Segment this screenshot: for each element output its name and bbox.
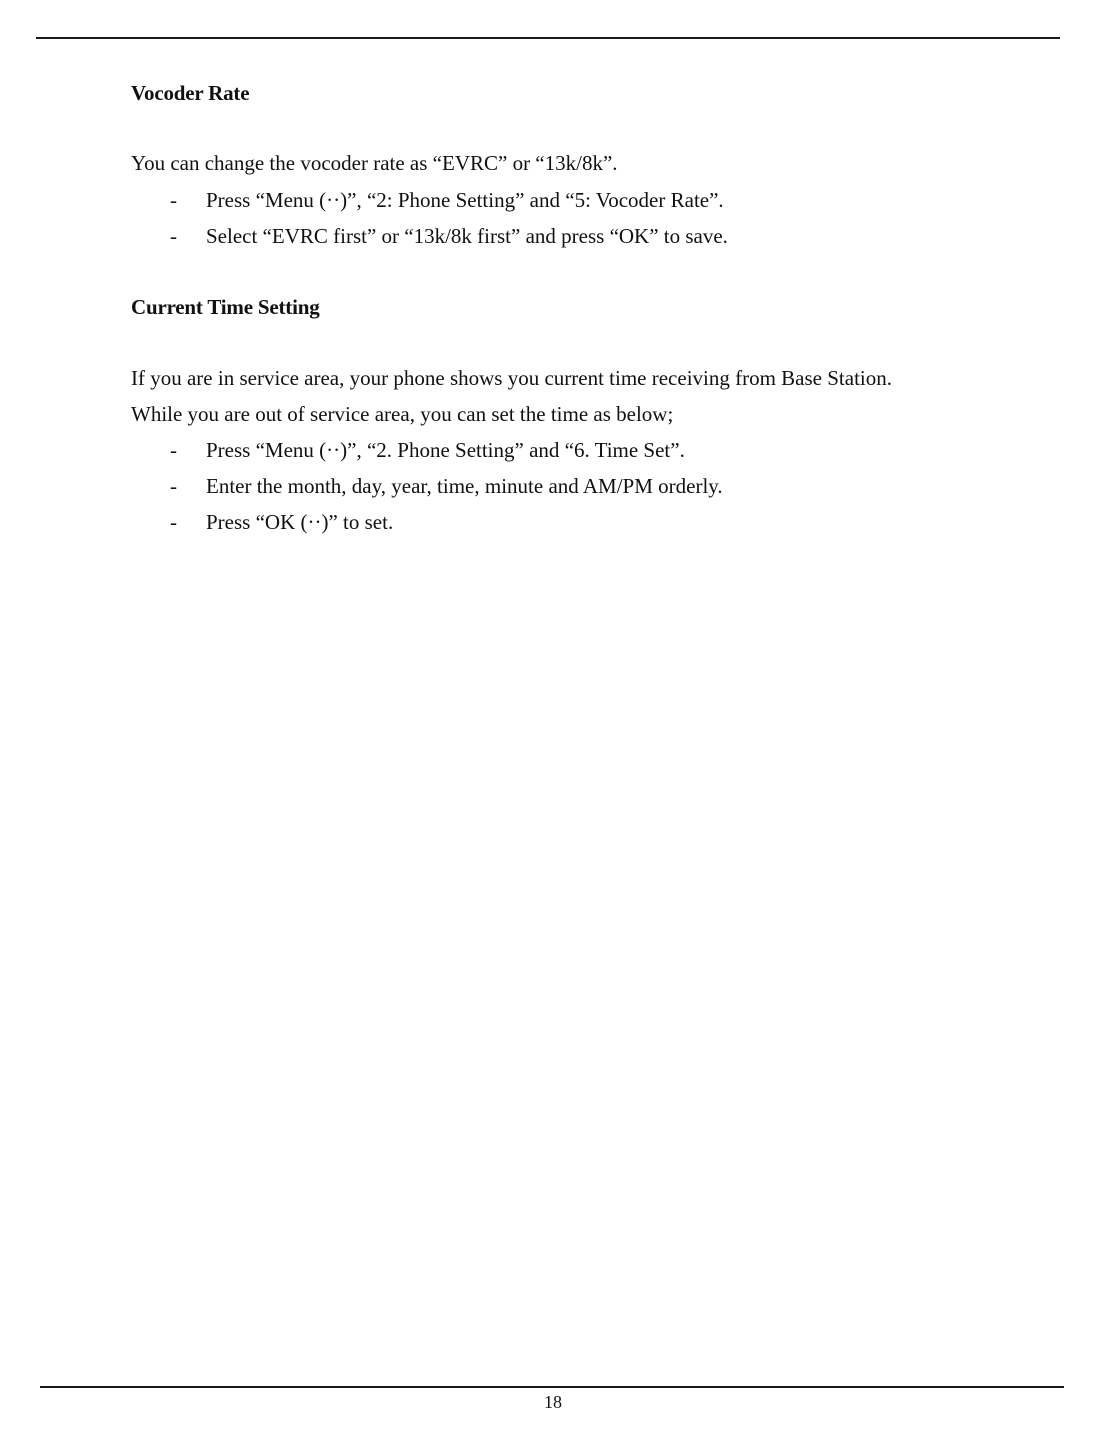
- paragraph: If you are in service area, your phone shows you current time receiving from Base Station.: [131, 366, 893, 390]
- list-item-text: Press “Menu (··)”, “2: Phone Setting” and “5: Vocoder Rate”.: [206, 188, 724, 212]
- top-rule: [36, 37, 1060, 39]
- list-item: [170, 474, 723, 499]
- bullet-marker: -: [170, 188, 177, 212]
- list-item-text: Select “EVRC first” or “13k/8k first” and press “OK” to save.: [206, 224, 728, 248]
- bullet-marker: -: [170, 438, 177, 462]
- paragraph: You can change the vocoder rate as “EVRC” or “13k/8k”.: [131, 151, 618, 175]
- page-number: 18: [544, 1392, 562, 1412]
- list-item: [170, 188, 724, 213]
- section-heading-current-time-setting: Current Time Setting: [131, 295, 320, 319]
- bottom-rule: [40, 1386, 1064, 1388]
- bullet-marker: -: [170, 474, 177, 498]
- list-item: [170, 510, 393, 535]
- bullet-marker: -: [170, 510, 177, 534]
- paragraph: While you are out of service area, you can set the time as below;: [131, 402, 674, 426]
- list-item-text: Press “OK (··)” to set.: [206, 510, 394, 534]
- list-item: [170, 224, 728, 249]
- section-heading-vocoder-rate: Vocoder Rate: [131, 81, 250, 105]
- list-item: [170, 438, 685, 463]
- bullet-marker: -: [170, 224, 177, 248]
- list-item-text: Enter the month, day, year, time, minute and AM/PM orderly.: [206, 474, 723, 498]
- list-item-text: Press “Menu (··)”, “2. Phone Setting” and “6. Time Set”.: [206, 438, 685, 462]
